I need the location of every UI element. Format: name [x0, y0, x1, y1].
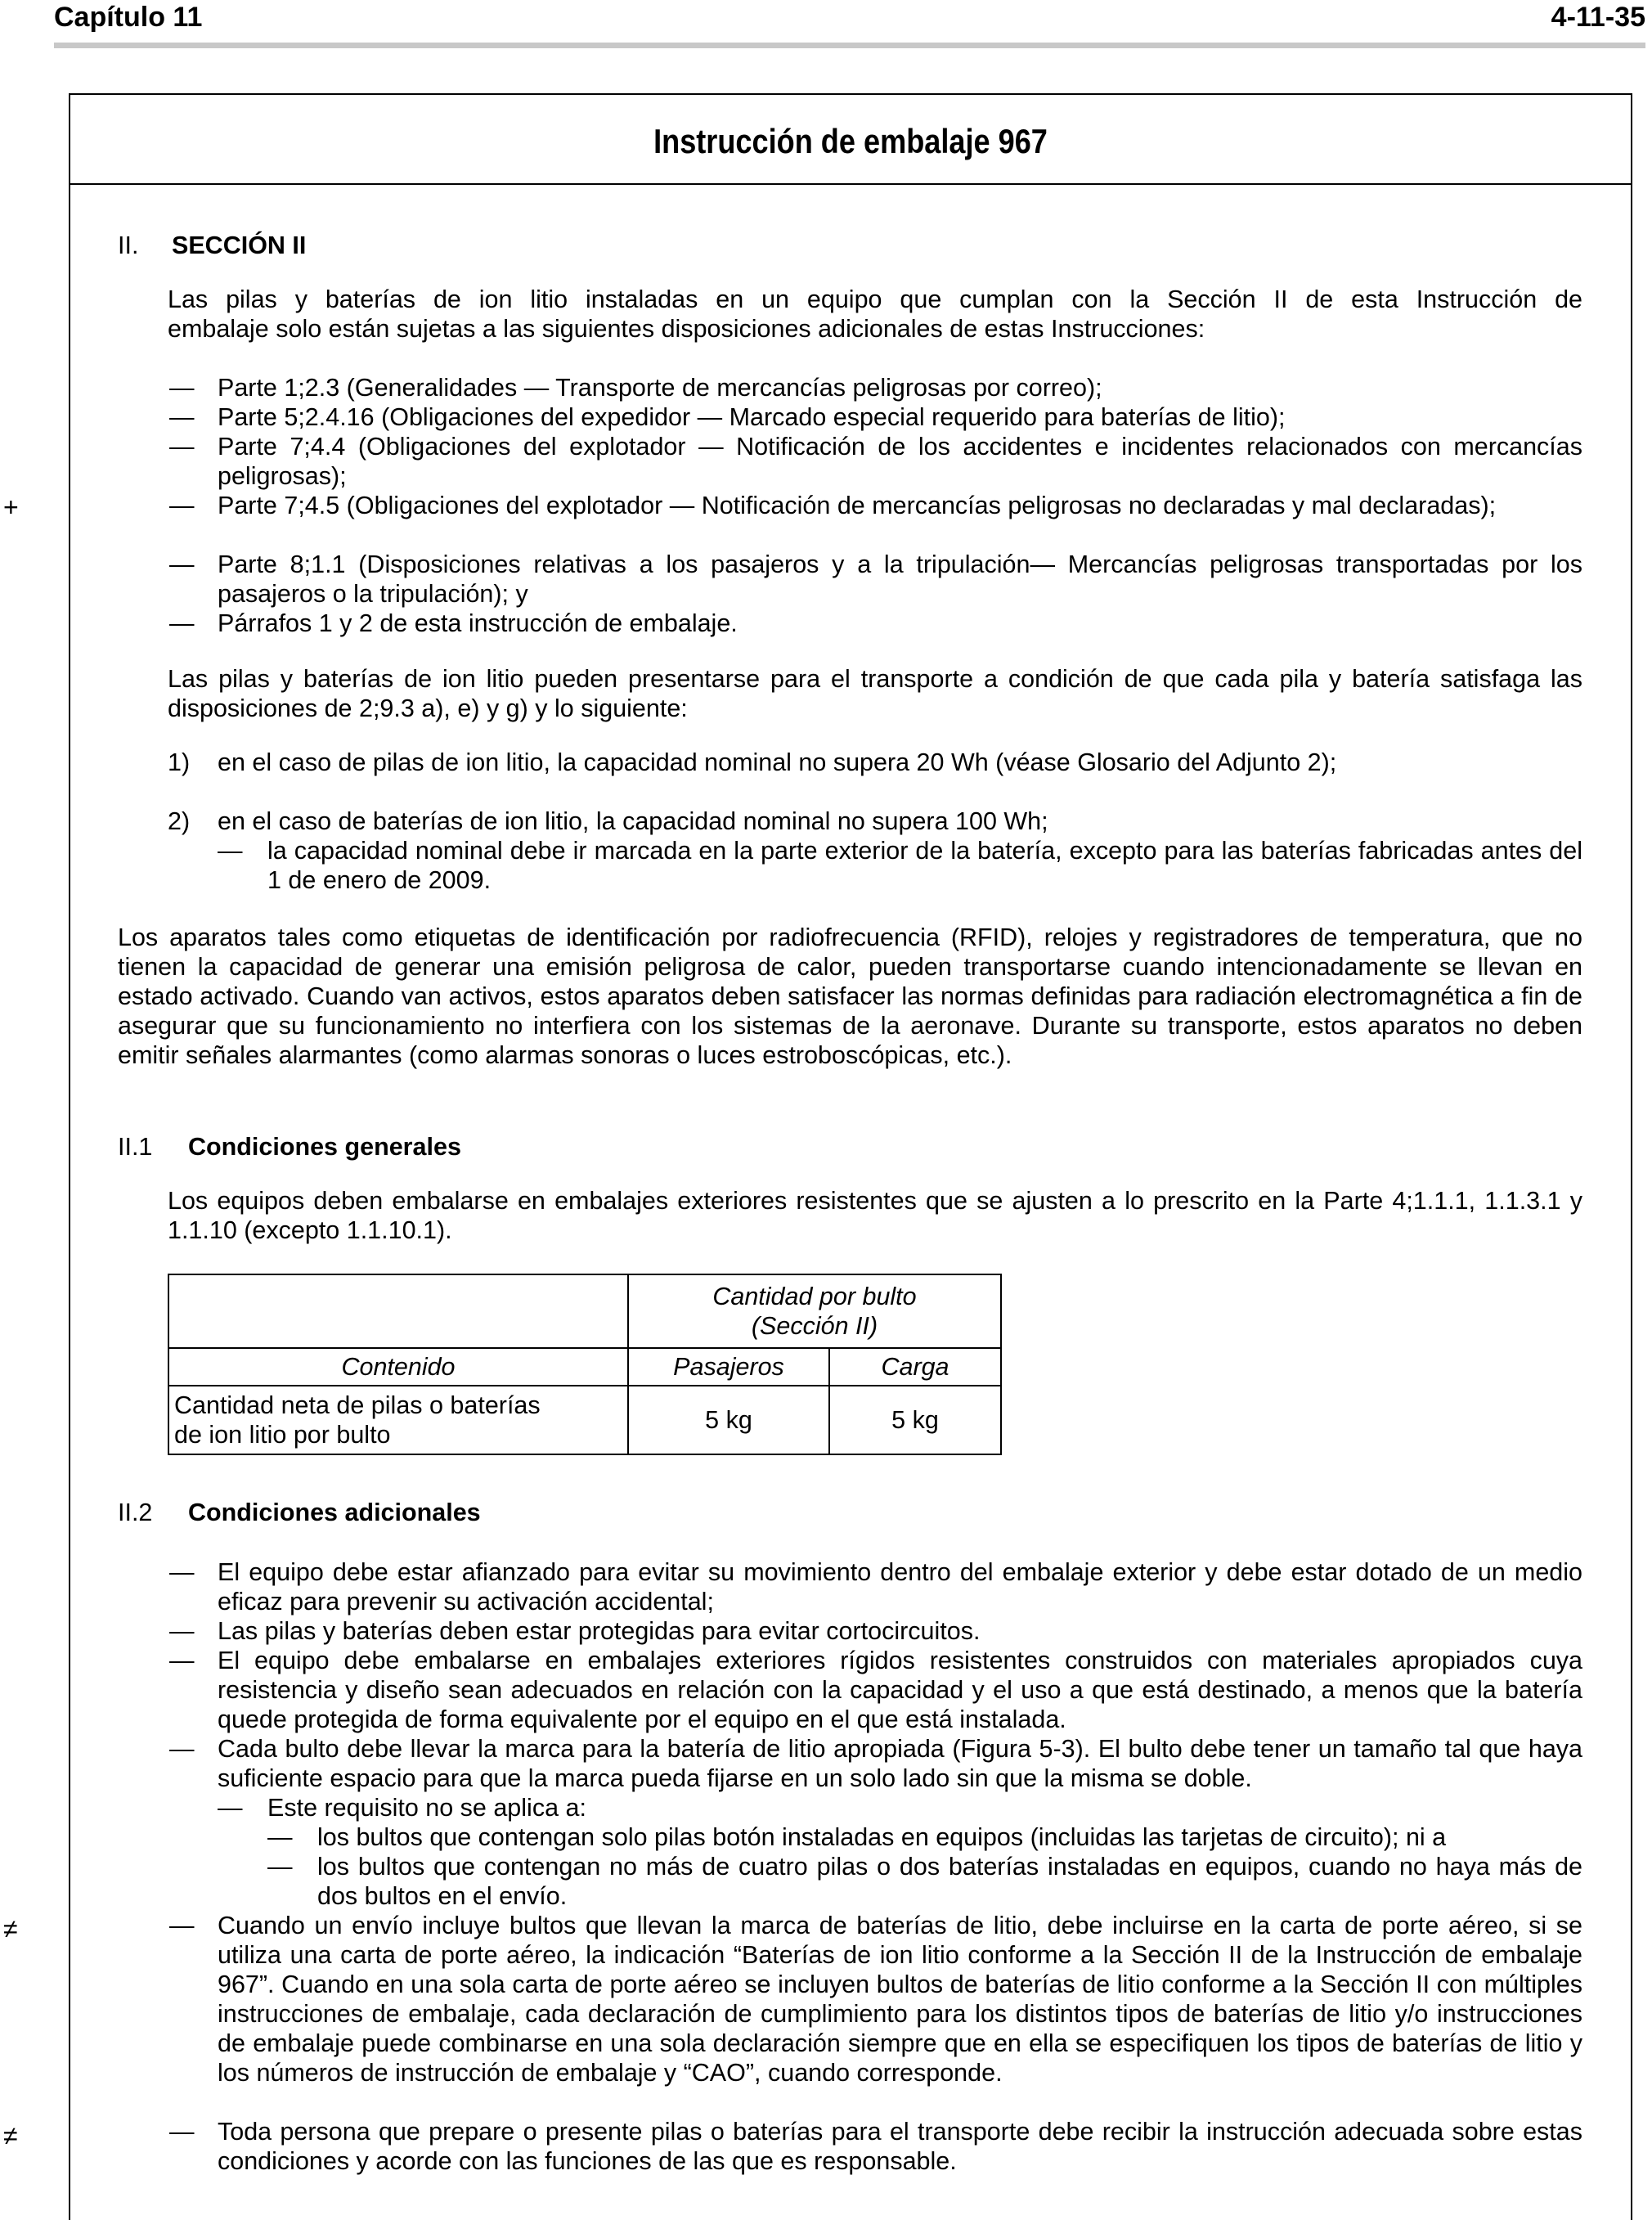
additional-condition: Cada bulto debe llevar la marca para la batería de litio apropiada (Figura 5-3). El bulto debe tener un tamaño tal que haya suficiente espacio para que la marca pueda fijarse en un solo lado sin que la misma se doble. [218, 1735, 1582, 1792]
list-dash: — [218, 1794, 243, 1822]
numbered-label: 1) [168, 748, 191, 776]
list-dash: — [169, 433, 195, 461]
chapter-label: Capítulo 11 [54, 2, 203, 33]
table-group-header-line: (Sección II) [751, 1312, 878, 1340]
subsection-heading: Condiciones adicionales [188, 1499, 481, 1526]
table-row-label-line: de ion litio por bulto [174, 1421, 391, 1449]
list-dash: — [169, 1647, 195, 1674]
subsection-number: II.1 [118, 1133, 153, 1161]
list-item: Parte 5;2.4.16 (Obligaciones del expedidor — Marcado especial requerido para baterías de litio); [218, 403, 1286, 431]
revision-mark-plus: + [3, 492, 19, 522]
header-rule [54, 43, 1645, 48]
general-conditions-text: Los equipos deben embalarse en embalajes exteriores resistentes que se ajusten a lo prescrito en la Parte 4;1.1.1, 1.1.3.1 y 1.1.10 (excepto 1.1.10.1). [168, 1187, 1582, 1244]
list-item: Párrafos 1 y 2 de esta instrucción de embalaje. [218, 609, 738, 637]
list-dash: — [169, 403, 195, 431]
list-dash: — [169, 1617, 195, 1645]
list-dash: — [169, 374, 195, 402]
table-empty-cell [168, 1274, 628, 1348]
running-header [54, 0, 1645, 49]
list-dash: — [169, 492, 195, 519]
list-item: Parte 1;2.3 (Generalidades — Transporte de mercancías peligrosas por correo); [218, 374, 1102, 402]
list-dash: — [267, 1853, 293, 1881]
subsection-number: II.2 [118, 1499, 153, 1526]
page-number: 4-11-35 [1551, 2, 1645, 33]
additional-condition: Toda persona que prepare o presente pilas o baterías para el transporte debe recibir la instrucción adecuada sobre estas condiciones y acorde con las funciones de las que es responsable. [218, 2118, 1582, 2175]
exception-item: los bultos que contengan solo pilas botón instaladas en equipos (incluidas las tarjetas de circuito); ni a [317, 1823, 1447, 1851]
exception-item: los bultos que contengan no más de cuatro pilas o dos baterías instaladas en equipos, cuando no haya más de dos bultos en el envío. [317, 1853, 1582, 1910]
page-title: Instrucción de embalaje 967 [653, 122, 1048, 160]
additional-condition: Cuando un envío incluye bultos que llevan la marca de baterías de litio, debe incluirse en la carta de porte aéreo, si se utiliza una carta de porte aéreo, la indicación “Baterías de ion litio conforme a la Sección II de la Instrucción de embalaje 967”. Cuando en una sola carta de porte aéreo se incluyen bultos de baterías de litio conforme a la Sección II con múltiples instrucciones de embalaje, cada declaración de cumplimiento para los distintos tipos de baterías de litio y/o instrucciones de embalaje puede combinarse en una sola declaración siempre que en ella se especifiquen los tipos de baterías de litio y los números de instrucción de embalaje y “CAO”, cuando corresponde. [218, 1912, 1582, 2087]
conditions-paragraph: Las pilas y baterías de ion litio pueden presentarse para el transporte a condición de que cada pila y batería satisfaga las disposiciones de 2;9.3 a), e) y g) y lo siguiente: [168, 665, 1582, 722]
list-dash: — [169, 2118, 195, 2146]
revision-mark-neq: ≠ [3, 2121, 18, 2150]
numbered-item: en el caso de baterías de ion litio, la capacidad nominal no supera 100 Wh; [218, 807, 1048, 835]
revision-mark-neq: ≠ [3, 1914, 18, 1944]
list-dash: — [169, 1912, 195, 1939]
list-item: Parte 7;4.5 (Obligaciones del explotador — Notificación de mercancías peligrosas no declaradas y mal declaradas); [218, 492, 1497, 519]
list-dash: — [169, 1735, 195, 1763]
section-number: II. [118, 231, 139, 259]
table-header-passengers: Pasajeros [628, 1348, 829, 1386]
list-item: Parte 8;1.1 (Disposiciones relativas a los pasajeros y a la tripulación— Mercancías peligrosas transportadas por los pasajeros o la tripulación); y [218, 551, 1582, 608]
numbered-subitem: la capacidad nominal debe ir marcada en la parte exterior de la batería, excepto para las baterías fabricadas antes del 1 de enero de 2009. [267, 837, 1582, 894]
list-item: Parte 7;4.4 (Obligaciones del explotador — Notificación de los accidentes e incidentes relacionados con mercancías peligrosas); [218, 433, 1582, 490]
title-box [70, 95, 1631, 185]
table-group-header-line: Cantidad por bulto [712, 1283, 917, 1310]
subsection-heading: Condiciones generales [188, 1133, 461, 1161]
section-heading: SECCIÓN II [172, 231, 307, 259]
additional-condition: El equipo debe embalarse en embalajes exteriores rígidos resistentes construidos con materiales apropiados cuya resistencia y diseño sean adecuados en relación con la capacidad y el uso a que está destinado, a menos que la batería quede protegida de forma equivalente por el equipo en el que está instalada. [218, 1647, 1582, 1733]
list-dash: — [267, 1823, 293, 1851]
list-dash: — [169, 1558, 195, 1586]
table-header-contents: Contenido [168, 1348, 628, 1386]
list-dash: — [169, 609, 195, 637]
table-cell-passengers: 5 kg [628, 1386, 829, 1454]
additional-condition: Las pilas y baterías deben estar protegidas para evitar cortocircuitos. [218, 1617, 981, 1645]
quantity-table [168, 1274, 1002, 1455]
table-header-cargo: Carga [829, 1348, 1001, 1386]
list-dash: — [218, 837, 243, 865]
numbered-label: 2) [168, 807, 191, 835]
additional-subcondition: Este requisito no se aplica a: [267, 1794, 586, 1822]
list-dash: — [169, 551, 195, 578]
intro-line-1: Las pilas y baterías de ion litio instaladas en un equipo que cumplan con la Sección II de esta Instrucción de [168, 285, 1582, 313]
intro-line-2: embalaje solo están sujetas a las siguientes disposiciones adicionales de estas Instrucciones: [168, 315, 1205, 343]
table-row-label [168, 1386, 628, 1454]
rfid-paragraph: Los aparatos tales como etiquetas de identificación por radiofrecuencia (RFID), relojes y registradores de temperatura, que no tienen la capacidad de generar una emisión peligrosa de calor, pueden transportarse cuando intencionadamente se llevan en estado activado. Cuando van activos, estos aparatos deben satisfacer las normas definidas para radiación electromagnética a fin de asegurar que su funcionamiento no interfiera con los sistemas de la aeronave. Durante su transporte, estos aparatos no deben emitir señales alarmantes (como alarmas sonoras o luces estroboscópicas, etc.). [118, 924, 1582, 1069]
table-group-header [628, 1274, 1001, 1348]
additional-condition: El equipo debe estar afianzado para evitar su movimiento dentro del embalaje exterior y debe estar dotado de un medio eficaz para prevenir su activación accidental; [218, 1558, 1582, 1616]
table-row-label-line: Cantidad neta de pilas o baterías [174, 1391, 541, 1419]
table-cell-cargo: 5 kg [829, 1386, 1001, 1454]
numbered-item: en el caso de pilas de ion litio, la capacidad nominal no supera 20 Wh (véase Glosario del Adjunto 2); [218, 748, 1337, 776]
